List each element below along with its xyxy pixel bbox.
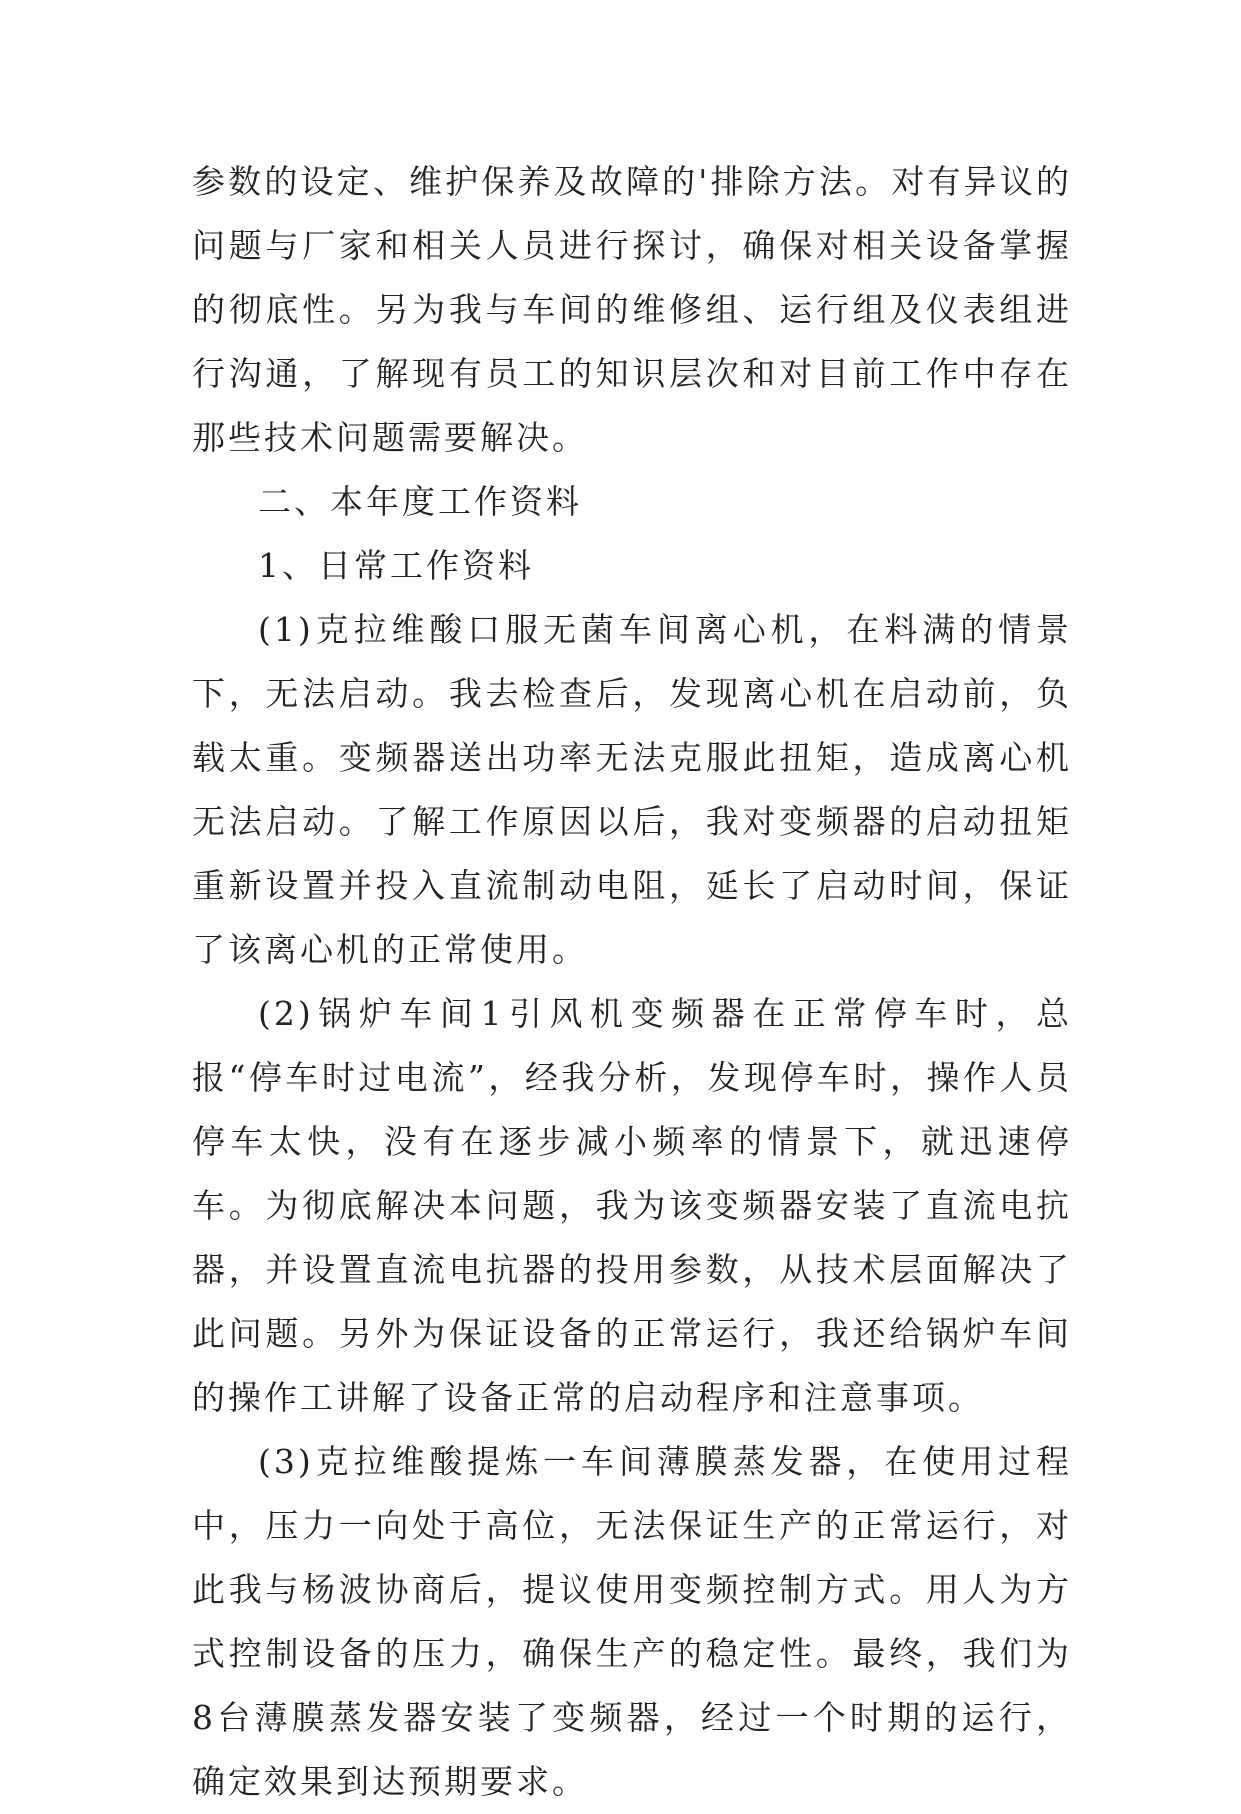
paragraph-item-1: (1)克拉维酸口服无菌车间离心机，在料满的情景下，无法启动。我去检查后，发现离心机在启动前，负载太重。变频器送出功率无法克服此扭矩，造成离心机无法启动。了解工作原因以后，我对变频器的启动扭矩重新设置并投入直流制动电阻，延长了启动时间，保证了该离心机的正常使用。 (192, 610, 1072, 969)
paragraph-intro-continuation: 参数的设定、维护保养及故障的'排除方法。对有异议的问题与厂家和相关人员进行探讨，确保对相关设备掌握的彻底性。另为我与车间的维修组、运行组及仪表组进行沟通，了解现有员工的知识层次和对目前工作中存在那些技术问题需要解决。 (192, 162, 1072, 457)
paragraph-item-2: (2)锅炉车间1引风机变频器在正常停车时，总报“停车时过电流”，经我分析，发现停车时，操作人员停车太快，没有在逐步减小频率的情景下，就迅速停车。为彻底解决本问题，我为该变频器安装了直流电抗器，并设置直流电抗器的投用参数，从技术层面解决了此问题。另外为保证设备的正常运行，我还给锅炉车间的操作工讲解了设备正常的启动程序和注意事项。 (192, 994, 1072, 1417)
subsection-heading: 1、日常工作资料 (258, 546, 534, 585)
document-body (192, 150, 1072, 1814)
paragraph-item-3: (3)克拉维酸提炼一车间薄膜蒸发器，在使用过程中，压力一向处于高位，无法保证生产的正常运行，对此我与杨波协商后，提议使用变频控制方式。用人为方式控制设备的压力，确保生产的稳定性。最终，我们为8台薄膜蒸发器安装了变频器，经过一个时期的运行，确定效果到达预期要求。 (192, 1442, 1072, 1801)
section-heading: 二、本年度工作资料 (258, 482, 582, 521)
